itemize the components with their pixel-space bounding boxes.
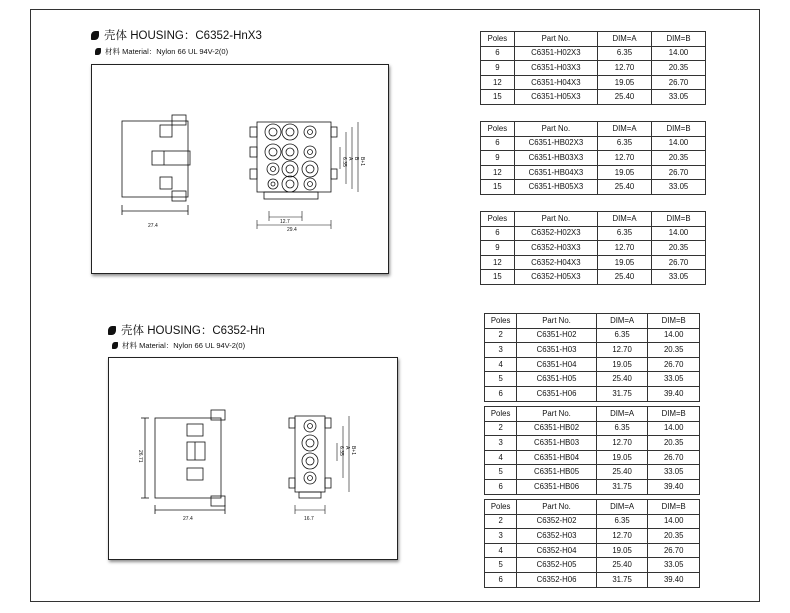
table-row [485, 543, 700, 558]
leaf-bullet-icon [108, 326, 116, 335]
spec-table [480, 211, 706, 285]
dim-c: B+1 [350, 446, 356, 456]
cell-a: 12.70 [598, 241, 652, 256]
cell-part: C6351-HB02X3 [514, 136, 597, 151]
column-header-poles: Poles [481, 122, 515, 137]
cell-poles: 2 [485, 328, 517, 343]
leaf-bullet-icon [95, 48, 101, 55]
dim-d: B+1 [359, 157, 365, 167]
column-header-poles: Poles [481, 212, 515, 227]
cell-part: C6352-H05X3 [514, 270, 597, 285]
cell-poles: 15 [481, 270, 515, 285]
dim-front-width: 16.7 [304, 516, 314, 522]
cell-a: 19.05 [596, 543, 648, 558]
cell-part: C6351-H05X3 [514, 90, 597, 105]
table-row [481, 270, 706, 285]
cell-poles: 3 [485, 343, 517, 358]
section2-material-text: 材料 Material：Nylon 66 UL 94V-2(0) [122, 341, 246, 350]
table-header-row [485, 314, 700, 329]
cell-b: 20.35 [648, 436, 700, 451]
column-header-dimb: DIM=B [652, 32, 706, 47]
cell-part: C6352-H04X3 [514, 255, 597, 270]
cell-b: 14.00 [648, 421, 700, 436]
dim-outer-width: 29.4 [287, 227, 297, 233]
cell-a: 19.05 [596, 450, 648, 465]
cell-poles: 6 [481, 46, 515, 61]
dim-b: A [344, 446, 350, 450]
cell-a: 12.70 [596, 529, 648, 544]
dim-height: 26.71 [137, 450, 143, 463]
column-header-dimb: DIM=B [648, 407, 700, 422]
table-row [481, 165, 706, 180]
cell-b: 20.35 [652, 241, 706, 256]
section1-title-text: 壳体 HOUSING：C6352-HnX3 [104, 30, 262, 42]
cell-poles: 6 [485, 479, 517, 494]
cell-a: 25.40 [598, 180, 652, 195]
cell-part: C6352-H03 [517, 529, 597, 544]
dim-a: 6.35 [341, 157, 347, 167]
column-header-poles: Poles [485, 500, 517, 515]
cell-a: 25.40 [596, 558, 648, 573]
cell-part: C6351-H05 [517, 372, 597, 387]
section1-material-text: 材料 Material：Nylon 66 UL 94V-2(0) [105, 47, 229, 56]
cell-b: 33.05 [648, 465, 700, 480]
table-header-row [481, 122, 706, 137]
column-header-poles: Poles [481, 32, 515, 47]
cell-b: 26.70 [648, 357, 700, 372]
cell-part: C6351-H06 [517, 386, 597, 401]
cell-part: C6352-H02X3 [514, 226, 597, 241]
cell-a: 25.40 [598, 270, 652, 285]
table-row [485, 386, 700, 401]
table-row [485, 357, 700, 372]
cell-b: 14.00 [652, 46, 706, 61]
column-header-part: Part No. [517, 314, 597, 329]
cell-poles: 12 [481, 75, 515, 90]
cell-poles: 6 [485, 386, 517, 401]
cell-poles: 6 [481, 136, 515, 151]
section1-title [91, 27, 262, 43]
cell-a: 25.40 [596, 465, 648, 480]
cell-b: 20.35 [648, 529, 700, 544]
cell-poles: 9 [481, 241, 515, 256]
column-header-poles: Poles [485, 407, 517, 422]
spec-table [484, 499, 700, 588]
cell-b: 14.00 [652, 136, 706, 151]
spec-table [480, 121, 706, 195]
cell-poles: 12 [481, 255, 515, 270]
table-row [485, 372, 700, 387]
cell-b: 33.05 [652, 270, 706, 285]
table-row [481, 180, 706, 195]
cell-part: C6351-H03X3 [514, 61, 597, 76]
spec-table [484, 313, 700, 402]
column-header-dima: DIM=A [598, 32, 652, 47]
cell-poles: 4 [485, 450, 517, 465]
table-row [481, 61, 706, 76]
column-header-dima: DIM=A [596, 500, 648, 515]
table-header-row [485, 407, 700, 422]
cell-poles: 6 [481, 226, 515, 241]
table-row [481, 90, 706, 105]
leaf-bullet-icon [112, 342, 118, 349]
cell-poles: 9 [481, 61, 515, 76]
cell-b: 39.40 [648, 572, 700, 587]
cell-part: C6351-HB03 [517, 436, 597, 451]
column-header-part: Part No. [514, 212, 597, 227]
cell-poles: 5 [485, 465, 517, 480]
cell-part: C6351-HB02 [517, 421, 597, 436]
cell-part: C6352-H06 [517, 572, 597, 587]
table-row [485, 479, 700, 494]
cell-b: 33.05 [652, 180, 706, 195]
cell-b: 14.00 [652, 226, 706, 241]
table-row [481, 241, 706, 256]
cell-b: 33.05 [652, 90, 706, 105]
table-row [481, 136, 706, 151]
cell-poles: 3 [485, 436, 517, 451]
cell-b: 26.70 [648, 543, 700, 558]
table-header-row [481, 32, 706, 47]
cell-poles: 15 [481, 90, 515, 105]
cell-a: 6.35 [596, 421, 648, 436]
cell-poles: 9 [481, 151, 515, 166]
cell-poles: 12 [481, 165, 515, 180]
table-row [485, 572, 700, 587]
table-row [485, 514, 700, 529]
cell-b: 39.40 [648, 479, 700, 494]
table-row [481, 151, 706, 166]
cell-part: C6351-H04X3 [514, 75, 597, 90]
cell-part: C6351-HB04X3 [514, 165, 597, 180]
housing-3row-drawing [92, 65, 388, 273]
dim-b: A [347, 157, 353, 161]
cell-a: 12.70 [598, 151, 652, 166]
column-header-dima: DIM=A [598, 212, 652, 227]
table-row [485, 529, 700, 544]
section2-drawing [108, 357, 398, 560]
table-header-row [485, 500, 700, 515]
cell-b: 26.70 [648, 450, 700, 465]
section1-material [95, 46, 228, 57]
column-header-dima: DIM=A [596, 314, 648, 329]
cell-a: 6.35 [596, 328, 648, 343]
column-header-part: Part No. [514, 122, 597, 137]
spec-table [484, 406, 700, 495]
table-row [481, 46, 706, 61]
cell-poles: 3 [485, 529, 517, 544]
table-row [485, 436, 700, 451]
column-header-poles: Poles [485, 314, 517, 329]
table-row [481, 226, 706, 241]
cell-b: 14.00 [648, 514, 700, 529]
cell-poles: 15 [481, 180, 515, 195]
leaf-bullet-icon [91, 31, 99, 40]
cell-a: 12.70 [596, 436, 648, 451]
cell-a: 6.35 [596, 514, 648, 529]
table-row [485, 421, 700, 436]
cell-a: 19.05 [596, 357, 648, 372]
cell-a: 31.75 [596, 572, 648, 587]
table-row [481, 75, 706, 90]
section2-title-text: 壳体 HOUSING：C6352-Hn [121, 325, 265, 337]
cell-part: C6351-H04 [517, 357, 597, 372]
spec-table [480, 31, 706, 105]
cell-b: 26.70 [652, 165, 706, 180]
cell-b: 20.35 [652, 61, 706, 76]
cell-part: C6351-H02 [517, 328, 597, 343]
section2-material [112, 340, 245, 351]
column-header-part: Part No. [514, 32, 597, 47]
cell-a: 31.75 [596, 479, 648, 494]
cell-part: C6351-HB05X3 [514, 180, 597, 195]
cell-part: C6351-HB04 [517, 450, 597, 465]
cell-part: C6352-H05 [517, 558, 597, 573]
column-header-dima: DIM=A [596, 407, 648, 422]
cell-a: 6.35 [598, 46, 652, 61]
column-header-dimb: DIM=B [648, 500, 700, 515]
column-header-part: Part No. [517, 407, 597, 422]
cell-b: 33.05 [648, 372, 700, 387]
cell-b: 26.70 [652, 75, 706, 90]
cell-a: 12.70 [598, 61, 652, 76]
table-row [485, 343, 700, 358]
housing-1row-drawing [109, 358, 397, 559]
section1-drawing [91, 64, 389, 274]
cell-poles: 5 [485, 372, 517, 387]
cell-b: 33.05 [648, 558, 700, 573]
dim-side-width: 27.4 [148, 223, 158, 229]
cell-poles: 4 [485, 357, 517, 372]
table-header-row [481, 212, 706, 227]
cell-a: 25.40 [598, 90, 652, 105]
cell-a: 31.75 [596, 386, 648, 401]
cell-part: C6351-HB03X3 [514, 151, 597, 166]
cell-a: 6.35 [598, 226, 652, 241]
cell-poles: 6 [485, 572, 517, 587]
column-header-dima: DIM=A [598, 122, 652, 137]
cell-a: 19.05 [598, 255, 652, 270]
table-row [485, 558, 700, 573]
cell-part: C6351-HB06 [517, 479, 597, 494]
cell-part: C6352-H04 [517, 543, 597, 558]
dim-inner-width: 12.7 [280, 219, 290, 225]
dim-side-width: 27.4 [183, 516, 193, 522]
cell-a: 25.40 [596, 372, 648, 387]
cell-part: C6352-H02 [517, 514, 597, 529]
cell-a: 6.35 [598, 136, 652, 151]
cell-a: 12.70 [596, 343, 648, 358]
cell-poles: 4 [485, 543, 517, 558]
cell-part: C6352-H03X3 [514, 241, 597, 256]
table-row [485, 328, 700, 343]
column-header-dimb: DIM=B [652, 212, 706, 227]
cell-poles: 2 [485, 514, 517, 529]
cell-part: C6351-H02X3 [514, 46, 597, 61]
table-row [485, 465, 700, 480]
cell-b: 14.00 [648, 328, 700, 343]
cell-a: 19.05 [598, 75, 652, 90]
cell-b: 39.40 [648, 386, 700, 401]
dim-a: 6.35 [338, 446, 344, 456]
dim-c: B [353, 157, 359, 161]
cell-a: 19.05 [598, 165, 652, 180]
cell-part: C6351-HB05 [517, 465, 597, 480]
cell-b: 20.35 [652, 151, 706, 166]
table-row [481, 255, 706, 270]
cell-poles: 5 [485, 558, 517, 573]
cell-b: 20.35 [648, 343, 700, 358]
column-header-dimb: DIM=B [648, 314, 700, 329]
column-header-dimb: DIM=B [652, 122, 706, 137]
cell-poles: 2 [485, 421, 517, 436]
column-header-part: Part No. [517, 500, 597, 515]
table-row [485, 450, 700, 465]
cell-part: C6351-H03 [517, 343, 597, 358]
cell-b: 26.70 [652, 255, 706, 270]
section2-title [108, 322, 265, 338]
